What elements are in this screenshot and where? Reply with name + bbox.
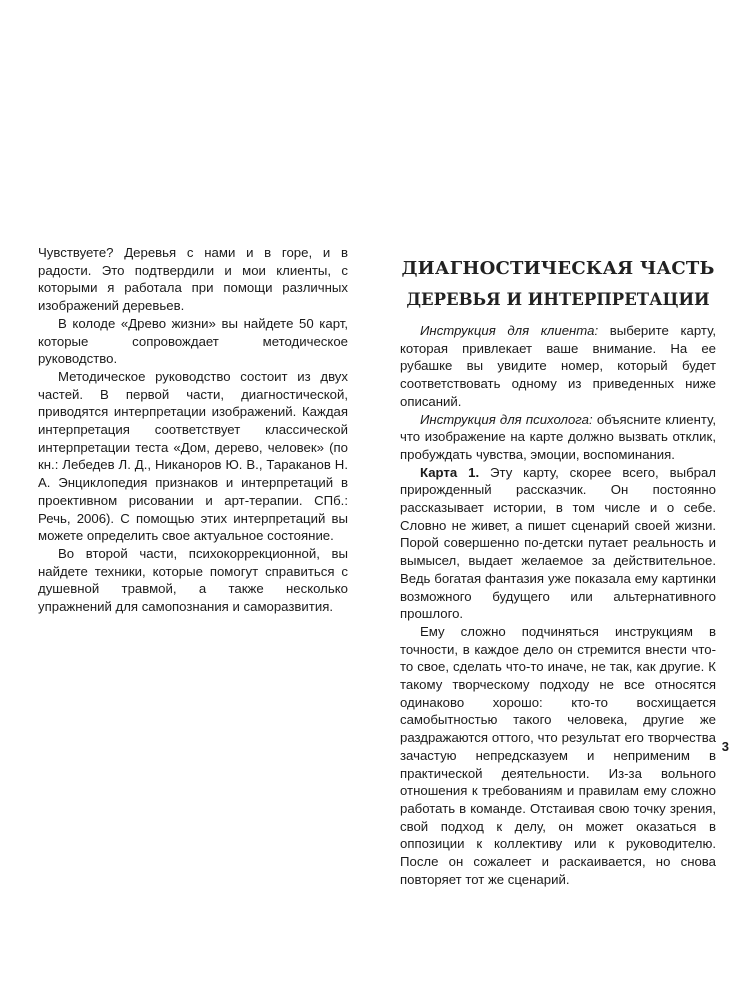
left-text-column bbox=[38, 244, 348, 616]
page-number: 3 bbox=[721, 739, 729, 754]
guide-paragraph: Методическое руководство состоит из двух частей. В первой части, диагностической, приводятся интерпретации изображений. Каждая интерпретация соответствует классической интерпретации теста «Дом, дерево, человек» (по кн.: Лебедев Л. Д., Никаноров Ю. В., Тараканов Н. А. Энциклопедия признаков и интерпретаций в проективном рисовании и арт-терапии. СПб.: Речь, 2006). С помощью этих интерпретаций вы можете определить свое актуальное состояние. bbox=[38, 368, 348, 544]
card-1-label: Карта 1. bbox=[420, 464, 480, 480]
card-1-continuation: Ему сложно подчиняться инструкциям в точности, в каждое дело он стремится внести что-то свое, сделать что-то иначе, не так, как другие. К такому творческому подходу не все относятся одинаково хорошо: кто-то восхищается самобытностью такого человека, другие же раздражаются оттого, что результат его творчества зачастую непредсказуем и неприменим в практической деятельности. Из-за вольного отношения к требованиям и правилам ему сложно работать в команде. Отстаивая свою точку зрения, свой подход к делу, он может оказаться в оппозиции к коллективу или к руководителю. После он сожалеет и раскаивается, но снова повторяет тот же сценарий. bbox=[400, 623, 716, 887]
intro-paragraph: Чувствуете? Деревья с нами и в горе, и в радости. Это подтвердили и мои клиенты, с которыми я работала при помощи различных изображений деревьев. bbox=[38, 245, 348, 314]
left-page bbox=[0, 0, 375, 1001]
psychologist-instruction-label: Инструкция для психолога: bbox=[420, 411, 593, 427]
right-page bbox=[375, 0, 751, 1001]
second-part-paragraph: Во второй части, психокоррекционной, вы найдете техники, которые помогут справиться с душевной травмой, а также несколько упражнений для самопознания и саморазвития. bbox=[38, 545, 348, 615]
card-1-description: Карта 1. Эту карту, скорее всего, выбрал прирожденный рассказчик. Он постоянно рассказывает истории, в том числе и о себе. Словно не живет, а пишет сценарий своей жизни. Порой совершенно по-детски путает реальность и вымысел, выдает желаемое за действительное. Ведь богатая фантазия уже показала ему картинки возможного будущего или альтернативного прошлого. bbox=[400, 464, 716, 622]
client-instruction: Инструкция для клиента: выберите карту, которая привлекает ваше внимание. На ее рубашке вы увидите номер, который будет соответствовать одному из приведенных ниже описаний. bbox=[400, 323, 717, 409]
client-instruction-label: Инструкция для клиента: bbox=[420, 323, 599, 338]
section-heading: ДИАГНОСТИЧЕСКАЯ ЧАСТЬ bbox=[401, 258, 715, 279]
section-subheading: ДЕРЕВЬЯ И ИНТЕРПРЕТАЦИИ bbox=[406, 290, 710, 309]
psychologist-instruction: Инструкция для психолога: объясните клиенту, что изображение на карте должно вызвать отклик, пробуждать чувства, эмоции, воспоминания. bbox=[400, 411, 716, 462]
right-text-column bbox=[400, 258, 716, 889]
deck-paragraph: В колоде «Древо жизни» вы найдете 50 карт, которые сопровождает методическое руководство. bbox=[38, 315, 348, 367]
